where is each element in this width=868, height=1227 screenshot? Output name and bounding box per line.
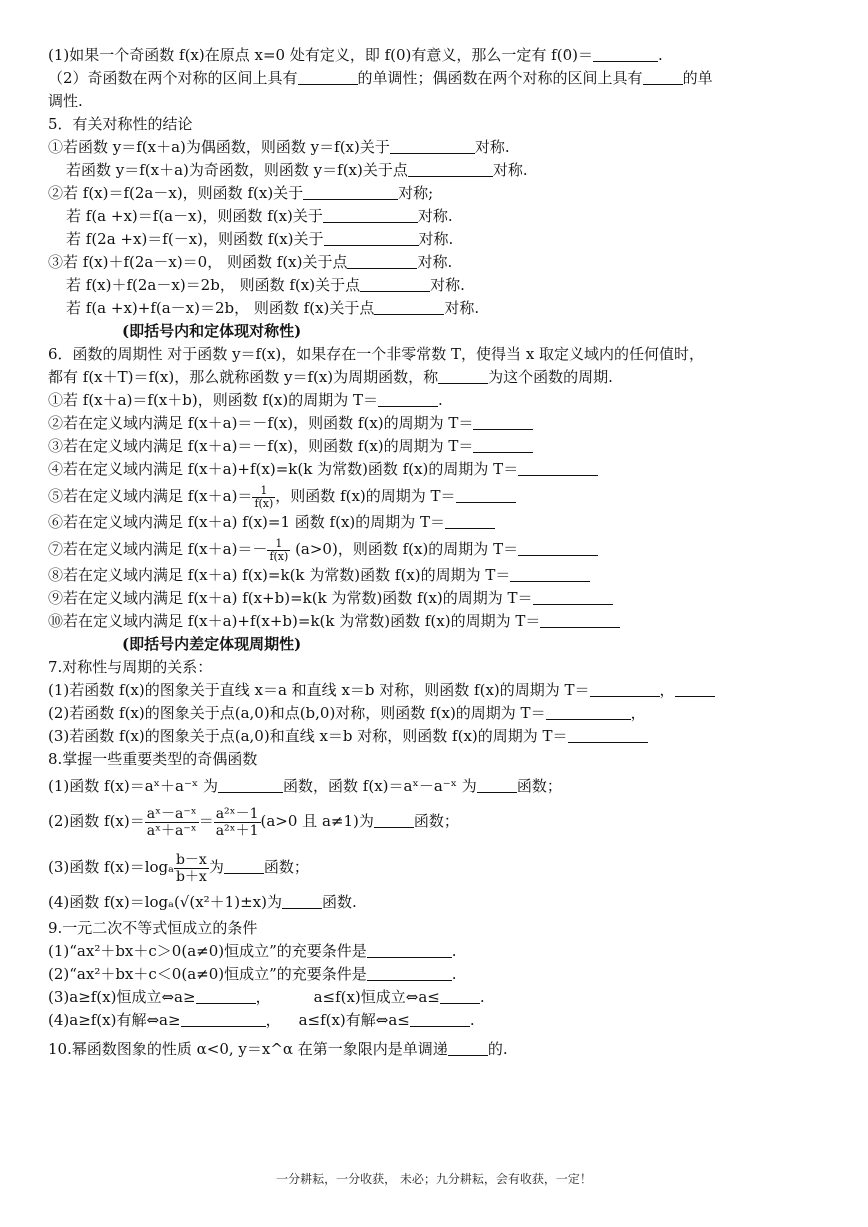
blank[interactable] — [323, 207, 418, 223]
denominator: a²ˣ＋1 — [215, 822, 259, 839]
text: 对称. — [417, 207, 453, 225]
parity-4 — [48, 887, 828, 917]
fraction — [145, 806, 199, 839]
text: 函数，函数 f(x)＝aˣ－a⁻ˣ 为 — [283, 777, 477, 795]
text: ②若在定义域内满足 f(x＋a)＝－f(x)，则函数 f(x)的周期为 T＝ — [48, 414, 474, 432]
text: 8.掌握一些重要类型的奇偶函数 — [48, 750, 258, 768]
text: 的单调性；偶函数在两个对称的区间上具有 — [357, 69, 643, 87]
blank[interactable] — [540, 612, 620, 628]
text: ⑧若在定义域内满足 f(x＋a) f(x)=k(k 为常数)函数 f(x)的周期为 T＝ — [48, 566, 511, 584]
section-8-heading — [48, 748, 828, 771]
inequality-1: (1)“ax²＋bx＋c＞0(a≠0)恒成立”的充要条件是 . — [48, 942, 457, 960]
text: 6．函数的周期性 对于函数 y＝f(x)，如果存在一个非零常数 T，使得当 x 取定义域内的任何值时， — [48, 345, 705, 363]
text: 的. — [487, 1040, 508, 1058]
text: 若 f(a +x)＝f(a－x)，则函数 f(x)关于 — [66, 207, 323, 225]
sym-1 — [48, 136, 828, 159]
blank[interactable] — [367, 942, 452, 958]
text: ，则函数 f(x)的周期为 T＝ — [275, 487, 456, 505]
text: 为这个函数的周期. — [488, 368, 613, 386]
numerator: 1 — [267, 538, 290, 551]
text: 对称. — [492, 161, 528, 179]
section-5-heading — [48, 113, 828, 136]
text: (4)a≥f(x)有解⇔a≥ — [48, 1011, 181, 1029]
blank[interactable] — [390, 138, 475, 154]
period-9 — [48, 587, 828, 610]
text: (1)“ax²＋bx＋c＞0(a≠0)恒成立”的充要条件是 — [48, 942, 367, 960]
text: 5．有关对称性的结论 — [48, 115, 193, 133]
blank[interactable] — [282, 893, 322, 909]
period-8 — [48, 564, 828, 587]
denominator: b＋x — [175, 868, 207, 885]
text: ⑥若在定义域内满足 f(x＋a) f(x)=1 函数 f(x)的周期为 T＝ — [48, 513, 446, 531]
text: (1)函数 f(x)＝aˣ＋a⁻ˣ 为 — [48, 777, 219, 795]
period-3 — [48, 435, 828, 458]
text: 函数. — [321, 893, 357, 911]
sym-4 — [48, 205, 828, 228]
sym-5 — [48, 228, 828, 251]
text: 对称. — [417, 253, 453, 271]
blank[interactable] — [590, 681, 660, 697]
blank[interactable] — [675, 681, 715, 697]
text: ①若 f(x＋a)＝f(x＋b)，则函数 f(x)的周期为 T＝ — [48, 391, 379, 409]
text: 若 f(2a +x)＝f(－x)，则函数 f(x)关于 — [66, 230, 324, 248]
text: ， — [265, 1011, 281, 1029]
text: 对称. — [418, 230, 454, 248]
text: a≤f(x)有解⇔a≤ — [298, 1011, 410, 1029]
text: (a>0)，则函数 f(x)的周期为 T＝ — [290, 540, 519, 558]
fraction — [267, 538, 290, 563]
blank[interactable] — [367, 965, 452, 981]
blank[interactable] — [510, 566, 590, 582]
blank[interactable] — [324, 230, 419, 246]
blank[interactable] — [473, 414, 533, 430]
text: ， — [659, 681, 675, 699]
inequality-2: (2)“ax²＋bx＋c＜0(a≠0)恒成立”的充要条件是 . — [48, 965, 457, 983]
blank[interactable] — [218, 777, 283, 793]
relation-2 — [48, 702, 828, 725]
parity-3 — [48, 847, 828, 887]
text: 函数； — [516, 777, 562, 795]
text: （2）奇函数在两个对称的区间上具有 — [48, 69, 298, 87]
text: 函数； — [263, 858, 309, 876]
blank[interactable] — [303, 184, 398, 200]
text: (1)如果一个奇函数 f(x)在原点 x=0 处有定义，即 f(0)有意义，那么一定有 f(0)＝ — [48, 46, 593, 64]
fraction — [252, 485, 275, 510]
blank[interactable] — [410, 1011, 470, 1027]
text: (即括号内和定体现对称性) — [122, 322, 302, 340]
blank[interactable] — [593, 46, 658, 62]
blank[interactable] — [456, 487, 516, 503]
sym-8 — [48, 297, 828, 320]
inequality-3: (3)a≥f(x)恒成立⇔a≥ ， a≤f(x)恒成立⇔a≤ . — [48, 986, 828, 1009]
blank[interactable] — [445, 513, 495, 529]
text: 若 f(a +x)+f(a－x)＝2b， 则函数 f(x)关于点 — [66, 299, 375, 317]
blank[interactable] — [224, 858, 264, 874]
text: ⑨若在定义域内满足 f(x＋a) f(x+b)=k(k 为常数)函数 f(x)的周期为 T＝ — [48, 589, 533, 607]
sym-3 — [48, 182, 828, 205]
section-7-heading — [48, 656, 828, 679]
text: (3)函数 f(x)＝logₐ — [48, 858, 174, 876]
text: 函数； — [413, 812, 459, 830]
footer-motto: 一分耕耘，一分收获， 未必；九分耕耘，会有收获，一定！ — [276, 1172, 592, 1186]
period-4 — [48, 458, 828, 481]
numerator: b－x — [175, 851, 207, 868]
blank[interactable] — [438, 368, 488, 384]
text: ， — [255, 988, 271, 1006]
text: ⑤若在定义域内满足 f(x＋a)＝ — [48, 487, 253, 505]
inequality-4: (4)a≥f(x)有解⇔a≥ ， a≤f(x)有解⇔a≤ . — [48, 1009, 828, 1032]
blank[interactable] — [518, 460, 598, 476]
blank[interactable] — [477, 777, 517, 793]
text: ， — [630, 704, 646, 722]
period-2 — [48, 412, 828, 435]
blank[interactable] — [374, 299, 444, 315]
sym-2 — [48, 159, 828, 182]
blank[interactable] — [643, 69, 683, 85]
blank[interactable] — [473, 437, 533, 453]
numerator: aˣ－a⁻ˣ — [146, 805, 197, 822]
blank[interactable] — [533, 589, 613, 605]
text: 对称. — [444, 299, 480, 317]
relation-3 — [48, 725, 828, 748]
text: 为 — [208, 858, 224, 876]
text: ＝ — [198, 812, 214, 830]
period-1: ①若 f(x＋a)＝f(x＋b)，则函数 f(x)的周期为 T＝ . — [48, 391, 443, 409]
text: ③若在定义域内满足 f(x＋a)＝－f(x)，则函数 f(x)的周期为 T＝ — [48, 437, 474, 455]
line-monotonic — [48, 67, 828, 90]
denominator: aˣ＋a⁻ˣ — [146, 822, 197, 839]
numerator: a²ˣ－1 — [215, 805, 259, 822]
blank[interactable] — [360, 276, 430, 292]
blank[interactable] — [378, 391, 438, 407]
blank[interactable] — [181, 1011, 266, 1027]
parity-2 — [48, 801, 828, 841]
text: (2)“ax²＋bx＋c＜0(a≠0)恒成立”的充要条件是 — [48, 965, 367, 983]
blank[interactable] — [440, 988, 480, 1004]
fraction — [174, 852, 209, 885]
blank[interactable] — [196, 988, 256, 1004]
text: ②若 f(x)＝f(2a－x)，则函数 f(x)关于 — [48, 184, 304, 202]
line-monotonic-cont — [48, 90, 828, 113]
text: (1)若函数 f(x)的图象关于直线 x＝a 和直线 x＝b 对称，则函数 f(x)的周期为 T＝ — [48, 681, 590, 699]
period-10 — [48, 610, 828, 633]
text: ④若在定义域内满足 f(x＋a)+f(x)=k(k 为常数)函数 f(x)的周期为 T＝ — [48, 460, 519, 478]
sym-6 — [48, 251, 828, 274]
blank[interactable] — [518, 540, 598, 556]
text: ⑦若在定义域内满足 f(x＋a)＝－ — [48, 540, 268, 558]
blank[interactable] — [374, 812, 414, 828]
section-6-heading — [48, 343, 828, 366]
text: ③若 f(x)＋f(2a－x)＝0， 则函数 f(x)关于点 — [48, 253, 348, 271]
text: (4)函数 f(x)＝logₐ(√(x²＋1)±x)为 — [48, 893, 282, 911]
section-9-heading — [48, 917, 828, 940]
text: a≤f(x)恒成立⇔a≤ — [313, 988, 440, 1006]
blank[interactable] — [408, 161, 493, 177]
sym-7 — [48, 274, 828, 297]
worksheet — [48, 44, 828, 1061]
note-symmetry — [48, 320, 828, 343]
text: (即括号内差定体现周期性) — [122, 635, 302, 653]
denominator: f(x) — [269, 549, 289, 563]
denominator: f(x) — [254, 496, 274, 510]
relation-1 — [48, 679, 828, 702]
text: 7.对称性与周期的关系： — [48, 658, 213, 676]
text: ①若函数 y＝f(x＋a)为偶函数，则函数 y＝f(x)关于 — [48, 138, 390, 156]
line-odd-origin — [48, 44, 828, 67]
blank[interactable] — [546, 704, 631, 720]
period-7 — [48, 534, 828, 564]
blank[interactable] — [568, 727, 648, 743]
text: 若函数 y＝f(x＋a)为奇函数，则函数 y＝f(x)关于点 — [66, 161, 408, 179]
text: 对称. — [430, 276, 465, 294]
text: 9.一元二次不等式恒成立的条件 — [48, 919, 258, 937]
text: 对称. — [474, 138, 510, 156]
text: (2)若函数 f(x)的图象关于点(a,0)和点(b,0)对称，则函数 f(x)的周期为 T＝ — [48, 704, 546, 722]
fraction — [214, 806, 261, 839]
text: (3)若函数 f(x)的图象关于点(a,0)和直线 x＝b 对称，则函数 f(x)的周期为 T＝ — [48, 727, 568, 745]
text: 的单 — [682, 69, 713, 87]
text: (a>0 且 a≠1)为 — [260, 812, 374, 830]
text: (3)a≥f(x)恒成立⇔a≥ — [48, 988, 196, 1006]
period-5 — [48, 481, 828, 511]
note-period — [48, 633, 828, 656]
text: . — [657, 46, 663, 64]
parity-1 — [48, 771, 828, 801]
blank[interactable] — [298, 69, 358, 85]
text: 都有 f(x＋T)＝f(x)，那么就称函数 y＝f(x)为周期函数，称 — [48, 368, 439, 386]
numerator: 1 — [252, 485, 275, 498]
text: 10.幂函数图象的性质 α<0, y＝x^α 在第一象限内是单调递 — [48, 1040, 448, 1058]
section-6-def — [48, 366, 828, 389]
blank[interactable] — [347, 253, 417, 269]
period-6 — [48, 511, 828, 534]
text: (2)函数 f(x)＝ — [48, 812, 145, 830]
section-10 — [48, 1038, 828, 1061]
text: 若 f(x)＋f(2a－x)＝2b， 则函数 f(x)关于点 — [66, 276, 361, 294]
blank[interactable] — [448, 1040, 488, 1056]
text: 对称; — [398, 184, 434, 202]
text: ⑩若在定义域内满足 f(x＋a)+f(x+b)=k(k 为常数)函数 f(x)的周期为 T＝ — [48, 612, 541, 630]
text: 调性. — [48, 92, 83, 110]
